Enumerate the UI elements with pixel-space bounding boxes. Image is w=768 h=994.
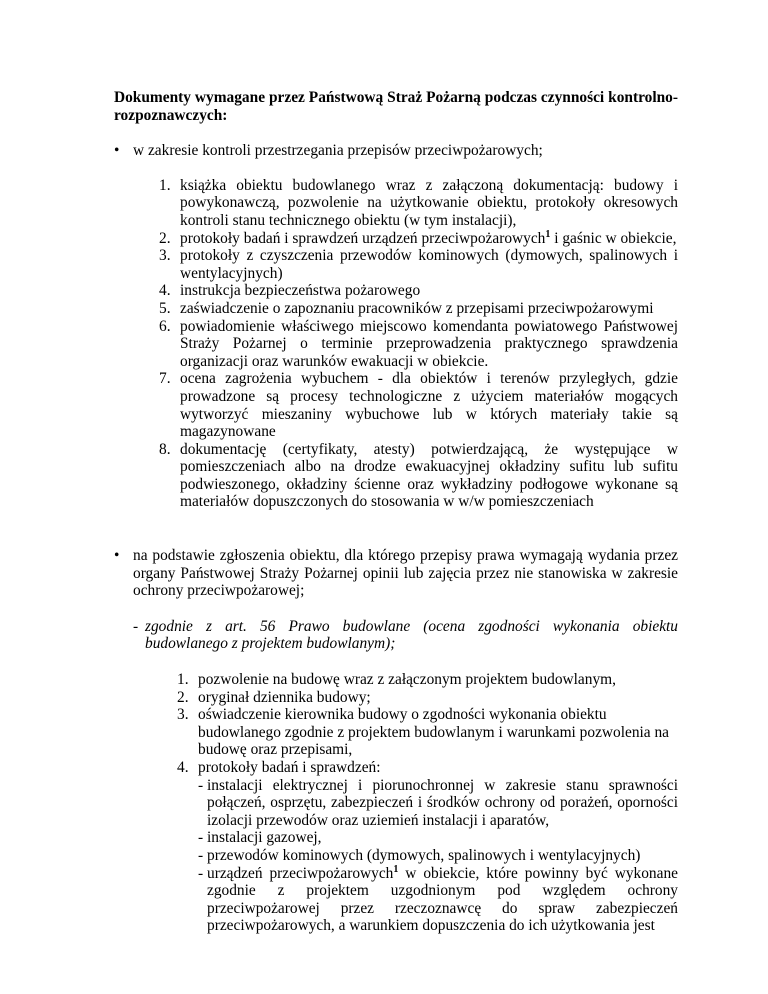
item-number: 5.: [159, 299, 171, 317]
item-number: 8.: [159, 440, 171, 458]
item-text: i gaśnic w obiekcie,: [550, 229, 677, 247]
list-item: [177, 706, 678, 759]
subitem-text: w obiekcie, które powinny być wykonane zgodnie z projektem uzgodnionym pod względem ochrony przeciwpożarowej przez rzeczoznawcę do spraw zabezpieczeń przeciwpożarowych, a warunkiem dopuszczenia do ich użytkowania jest: [207, 864, 678, 935]
subitem-text: instalacji elektrycznej i piorunochronnej w zakresie stanu sprawności połączeń, osprzętu, zabezpieczeń i środków ochrony od porażeń, oporności izolacji przewodów oraz uziemień instalacji i aparatów,: [207, 776, 678, 829]
list-item: [159, 300, 678, 318]
document-page: [114, 89, 678, 935]
section2-subheading: [133, 618, 678, 653]
item-number: 7.: [159, 370, 171, 388]
subitem-text: przewodów kominowych (dymowych, spalinowych i wentylacyjnych): [207, 846, 641, 864]
dash-marker: -: [198, 864, 204, 882]
item-text: dokumentację (certyfikaty, atesty) potwierdzającą, że występujące w pomieszczeniach albo na drodze ewakuacyjnej okładziny sufitu lub sufitu podwieszonego, okładziny ścienne oraz wykładziny podłogowe wykonane są materiałów dopuszczonych do stosowania w w/w pomieszczeniach: [180, 440, 678, 511]
list-item: [159, 282, 678, 300]
item-number: 1.: [159, 176, 171, 194]
list-item: [177, 689, 678, 707]
dash-marker: -: [198, 846, 204, 864]
item-text: pozwolenie na budowę wraz z załączonym projektem budowlanym,: [198, 671, 616, 689]
item-text: oświadczenie kierownika budowy o zgodności wykonania obiektu budowlanego zgodnie z projektem budowlanym i warunkami pozwolenia na budowę oraz przepisami,: [198, 706, 669, 759]
dash-marker: -: [133, 617, 139, 635]
section1-bullet: [114, 142, 678, 160]
list-item: [177, 759, 678, 935]
item-number: 3.: [159, 247, 171, 265]
list-item: [159, 370, 678, 440]
document-title: Dokumenty wymagane przez Państwową Straż Pożarną podczas czynności kontrolno-rozpoznawczych:: [114, 89, 678, 124]
item-text: protokoły z czyszczenia przewodów kominowych (dymowych, spalinowych i wentylacyjnych): [180, 247, 678, 282]
item-text: powiadomienie właściwego miejscowo komendanta powiatowego Państwowej Straży Pożarnej o terminie przeprowadzenia praktycznego sprawdzenia organizacji oraz warunków ewakuacji w obiekcie.: [180, 317, 678, 370]
dash-marker: -: [198, 776, 204, 794]
sublist-item: [198, 847, 678, 865]
footnote-ref: 1: [545, 228, 551, 240]
item-text: oryginał dziennika budowy;: [198, 688, 371, 706]
bullet-icon: •: [114, 142, 120, 160]
protocol-sublist: [198, 777, 678, 935]
section2-list: [177, 671, 678, 935]
item-text: zaświadczenie o zapoznaniu pracowników z przepisami przeciwpożarowymi: [180, 299, 654, 317]
list-item: [159, 177, 678, 230]
sublist-item: [198, 777, 678, 830]
section1-heading: w zakresie kontroli przestrzegania przepisów przeciwpożarowych;: [133, 142, 543, 160]
item-number: 6.: [159, 317, 171, 335]
list-item: [159, 318, 678, 371]
bullet-icon: •: [114, 547, 120, 565]
item-number: 1.: [177, 671, 189, 689]
footnote-ref: 1: [393, 863, 399, 875]
item-number: 4.: [177, 759, 189, 776]
list-item: [159, 441, 678, 511]
item-text: ocena zagrożenia wybuchem - dla obiektów i terenów przyległych, gdzie prowadzone są procesy technologiczne z użyciem materiałów mogących wytworzyć mieszaniny wybuchowe lub w których materiały takie są magazynowane: [180, 370, 678, 441]
item-number: 4.: [159, 282, 171, 300]
item-number: 2.: [159, 229, 171, 247]
list-item: [177, 671, 678, 689]
sublist-item: [198, 829, 678, 847]
subitem-text: urządzeń przeciwpożarowych: [207, 864, 394, 882]
list-item: [159, 247, 678, 282]
item-text: protokoły badań i sprawdzeń:: [198, 759, 381, 776]
item-text: instrukcja bezpieczeństwa pożarowego: [180, 282, 421, 300]
subheading-text: zgodnie z art. 56 Prawo budowlane (ocena zgodności wykonania obiektu budowlanego z projektem budowlanym);: [145, 617, 678, 653]
item-text: protokoły badań i sprawdzeń urządzeń przeciwpożarowych: [180, 229, 546, 247]
section2-heading: na podstawie zgłoszenia obiektu, dla którego przepisy prawa wymagają wydania przez organy Państwowej Straży Pożarnej opinii lub zajęcia przez nie stanowiska w zakresie ochrony przeciwpożarowej;: [133, 547, 678, 600]
sublist-item: [198, 865, 678, 935]
list-item: [159, 230, 678, 248]
item-number: 2.: [177, 688, 189, 706]
section2-bullet: [114, 547, 678, 600]
section1-list: [159, 177, 678, 511]
dash-marker: -: [198, 829, 204, 847]
subitem-text: instalacji gazowej,: [207, 829, 322, 847]
item-number: 3.: [177, 706, 189, 724]
item-text: książka obiektu budowlanego wraz z załączoną dokumentacją: budowy i powykonawczą, pozwolenie na użytkowanie obiektu, protokoły okresowych kontroli stanu technicznego obiektu (w tym instalacji),: [180, 176, 678, 229]
